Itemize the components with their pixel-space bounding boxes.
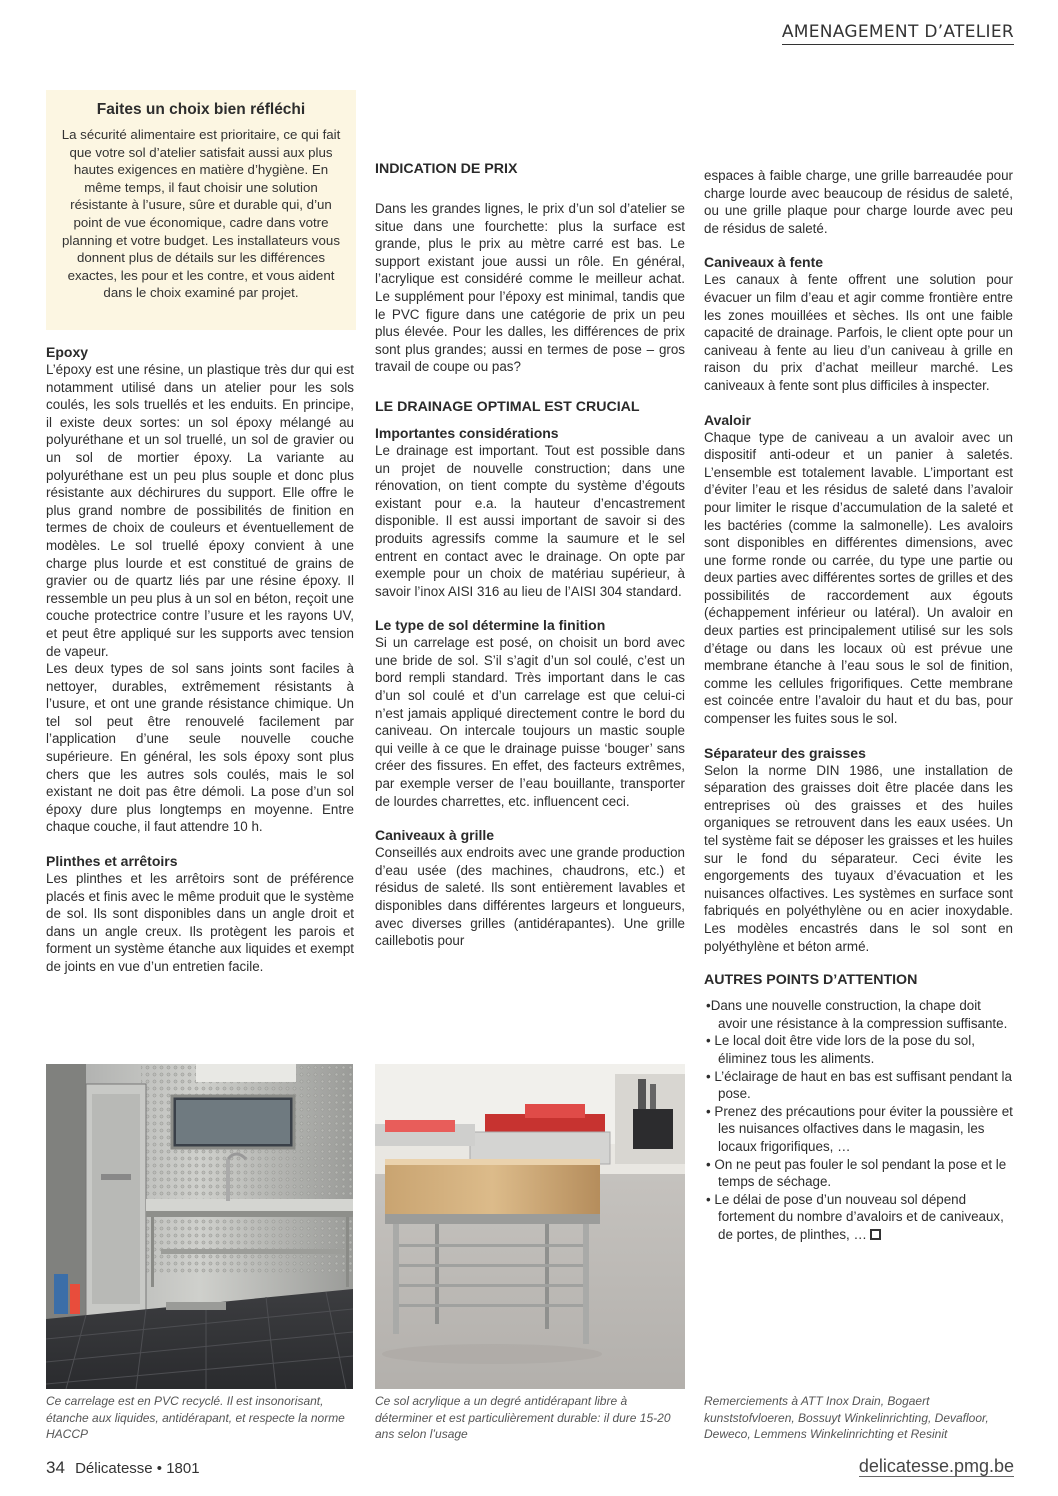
epoxy-title: Epoxy <box>46 344 89 360</box>
prix-title: INDICATION DE PRIX <box>375 161 518 177</box>
plinthes-paragraph: Les plinthes et les arrêtoirs sont de préférence placés et finis avec le même produit que le système de sol. Ils sont disponibles dans un angle droit et dans un angle creux. Ils protègent les parois et forment un système étanche aux liquides et exempt de joints en vue d’un entretien facile. <box>46 871 354 974</box>
prix-paragraph: Dans les grandes lignes, le prix d’un sol d’atelier se situe dans une fourchette: plus la surface est grande, plus le prix au mètre carré est bas. Le support existant joue aussi un rôle. En général, l’acrylique est considéré comme le meilleur achat. Le supplément pour l’époxy est minimal, tandis que le PVC figure dans une catégorie de prix un peu plus élevée. Pour les dalles, les différences de prix sont plus grandes; aussi en termes de pose – gros travail de coupe ou pas? <box>375 201 685 375</box>
considerations-paragraph: Le drainage est important. Tout est possible dans un projet de nouvelle construction; dans une rénovation, on tient compte du système d’égouts existant pour e.a. la hauteur d’encastrement disponible. Il est aussi important de savoir si des produits agressifs comme la saumure et le sel entrent en contact avec le drainage. On opte par exemple pour un choix de matériau supérieur, à savoir l’inox AISI 316 au lieu de l’AISI 304 standard. <box>375 442 685 599</box>
autres-title: AUTRES POINTS D’ATTENTION <box>704 972 918 989</box>
separateur-paragraph: Selon la norme DIN 1986, une installation de séparation des graisses doit être placée dans les entreprises où des graisses et des huiles organiques se retrouvent dans les eaux usées. Un tel système fait se déposer les graisses et les huiles sur le fond du séparateur. Ceci évite les engorgements des tuyaux d’évacuation et les nuisances olfactives. Les systèmes en surface sont fabriqués en polyéthylène ou en acier inoxydable. Les modèles encastrés dans le sol sont en polyéthylène et béton armé. <box>704 762 1013 954</box>
column-3 <box>704 167 1013 1243</box>
fente-title: Caniveaux à fente <box>704 254 824 271</box>
section-header: AMENAGEMENT D’ATELIER <box>782 22 1014 45</box>
sidebar-title: Faites un choix bien réfléchi <box>96 101 306 118</box>
list-item: • On ne peut pas fouler le sol pendant la pose et le temps de séchage. <box>706 1156 1007 1190</box>
considerations-title: Importantes considérations <box>375 424 559 441</box>
sidebar-text: La sécurité alimentaire est prioritaire, ce qui fait que votre sol d’atelier satisfait aussi aux plus hautes exigences en matière d’hygiène. En même temps, il faut choisir une solution résistante à l’usure, sûre et durable qui, d’un point de vue économique, cadre dans votre planning et votre budget. Les installateurs vous donnent plus de détails sur les différences exactes, les pour et les contre, et vous aident dans le choix examiné par projet. <box>61 127 341 301</box>
epoxy-paragraph-2: Les deux types de sol sans joints sont faciles à nettoyer, durables, extrêmement résistants à l’usure, et ont une grande résistance chimique. Un tel sol peut être renouvelé facilement par l’application d’une seule nouvelle couche supérieure. En général, les sols époxy sont plus chers que les autres sols coulés, mais le sol existant ne doit pas être démoli. La pose d’un sol époxy dure plus longtemps en moyenne. Entre chaque couche, il faut attendre 10 h. <box>46 661 354 835</box>
plinthes-title: Plinthes et arrêtoirs <box>46 853 178 870</box>
avaloir-title: Avaloir <box>704 411 751 428</box>
photo-kitchen-tiles <box>46 1064 353 1389</box>
photo-1-caption: Ce carrelage est en PVC recyclé. Il est insonorisant, étanche aux liquides, antidérapant, et respecte la norme HACCP <box>46 1394 345 1442</box>
type-sol-title: Le type de sol détermine la finition <box>375 617 606 634</box>
caniveaux-grille-paragraph: Conseillés aux endroits avec une grande production d’eau usée (des machines, chaudrons, etc.) et résidus de saleté. Ils sont entièrement lavables et disponibles dans différentes largeurs et longueurs, avec diverses grilles (antidérapantes). Une grille caillebotis pour <box>375 845 685 949</box>
list-item: • L’éclairage de haut en bas est suffisant pendant la pose. <box>706 1068 1012 1102</box>
drainage-title: LE DRAINAGE OPTIMAL EST CRUCIAL <box>375 398 640 415</box>
credits-caption: Remerciements à ATT Inox Drain, Bogaert kunststofvloeren, Bossuyt Winkelinrichting, Devafloor, Deweco, Lemmens Winkelinrichting et Resinit <box>704 1394 989 1442</box>
website-link[interactable]: delicatesse.pmg.be <box>858 1456 1014 1476</box>
epoxy-paragraph-1: L’époxy est une résine, un plastique très dur qui est notamment utilisé dans un atelier pour les sols coulés, les sols truellés et les enduits. En principe, il existe deux sortes: un sol époxy mélangé au polyuréthane et un sol truellé, un sol de gravier ou un sol de mortier époxy. La variante au polyuréthane est un peu plus souple et donc plus résistante aux déchirures du support. Elle offre le plus grand nombre de possibilités de finition en termes de choix de couleurs et éventuellement de modèles. Le sol truellé époxy convient à une charge plus lourde et est constitué de grains de gravier ou de quartz liés par une résine époxy. Il ressemble un peu plus à un sol en béton, reçoit une couche protectrice contre l’usure et les rayons UV, et peut être appliqué sur les supports avec tension de vapeur. <box>46 362 354 659</box>
photo-2-caption: Ce sol acrylique a un degré antidérapant libre à déterminer et est particulièrement durable: il dure 15-20 ans selon l’usage <box>375 1394 671 1442</box>
avaloir-paragraph: Chaque type de caniveau a un avaloir avec un dispositif anti-odeur et un panier à saletés. L’ensemble est totalement lavable. L’important est d’éviter l’eau et les résidus de saleté dans l’avaloir pour limiter le risque d’accumulation de la saleté et les bactéries (comme la salmonelle). Les avaloirs sont disponibles en différentes dimensions, avec une forme ronde ou carrée, du type une partie ou deux parties avec différentes sortes de grilles et des possibilités de raccordement aux égouts (échappement inférieur ou latéral). Un avaloir en deux parties est principalement utilisé sur les sols d’étage ou dans les locaux où est prévue une membrane étanche à l’eau sous le sol de finition, comme les cellules frigorifiques. Cette membrane est coincée entre l’avaloir du haut et du bas, pour compenser les fuites sous le sol. <box>704 429 1013 727</box>
continued-paragraph: espaces à faible charge, une grille barreaudée pour charge lourde avec beaucoup de résidus de saleté, ou une grille plaque pour charge lourde avec peu de résidus de saleté. <box>704 168 1013 236</box>
sidebar-box <box>46 90 356 330</box>
photo-acrylic-floor <box>375 1064 685 1389</box>
list-item: • Le local doit être vide lors de la pose du sol, éliminez tous les aliments. <box>706 1033 975 1066</box>
page-number: 34 <box>46 1458 65 1477</box>
column-2 <box>375 160 685 950</box>
checkbox-icon <box>870 1229 881 1240</box>
list-item: •Dans une nouvelle construction, la chape doit avoir une résistance à la compression suffisante. <box>706 998 1008 1031</box>
fente-paragraph: Les canaux à fente offrent une solution pour évacuer un film d’eau et agir comme frontière entre les zones mouillées et sèches. Ils ont une faible capacité de drainage. Parfois, le client opte pour un caniveau à fente au lieu d’un caniveau à grille en raison du prix d’achat meilleur marché. Les caniveaux à fente sont plus difficiles à inspecter. <box>704 272 1013 393</box>
footer-left <box>46 1458 200 1478</box>
attention-list <box>704 997 1013 1243</box>
separateur-title: Séparateur des graisses <box>704 744 866 761</box>
list-item: • Prenez des précautions pour éviter la poussière et les nuisances olfactives dans le magasin, les locaux frigorifiques, … <box>706 1103 1013 1154</box>
type-sol-paragraph: Si un carrelage est posé, on choisit un bord avec une bride de sol. S’il s’agit d’un sol coulé, c’est un bord rempli standard. Très important dans le cas d’un sol coulé et d’un carrelage est que celui-ci n’est jamais appliqué directement contre le bord du caniveau. On intercale toujours un mastic souple qui veille à ce que le drainage puisse ‘bouger’ sans créer des fissures. En effet, des facteurs extrêmes, par exemple verser de l’eau bouillante, transporter de lourdes charrettes, etc. influencent ceci. <box>375 635 685 809</box>
list-item: • Le délai de pose d’un nouveau sol dépend fortement du nombre d’avaloirs et de caniveaux, de portes, de plinthes, … <box>706 1191 1004 1242</box>
column-1 <box>46 343 354 976</box>
caniveaux-grille-title: Caniveaux à grille <box>375 827 495 844</box>
magazine-issue: Délicatesse • 1801 <box>75 1460 200 1477</box>
